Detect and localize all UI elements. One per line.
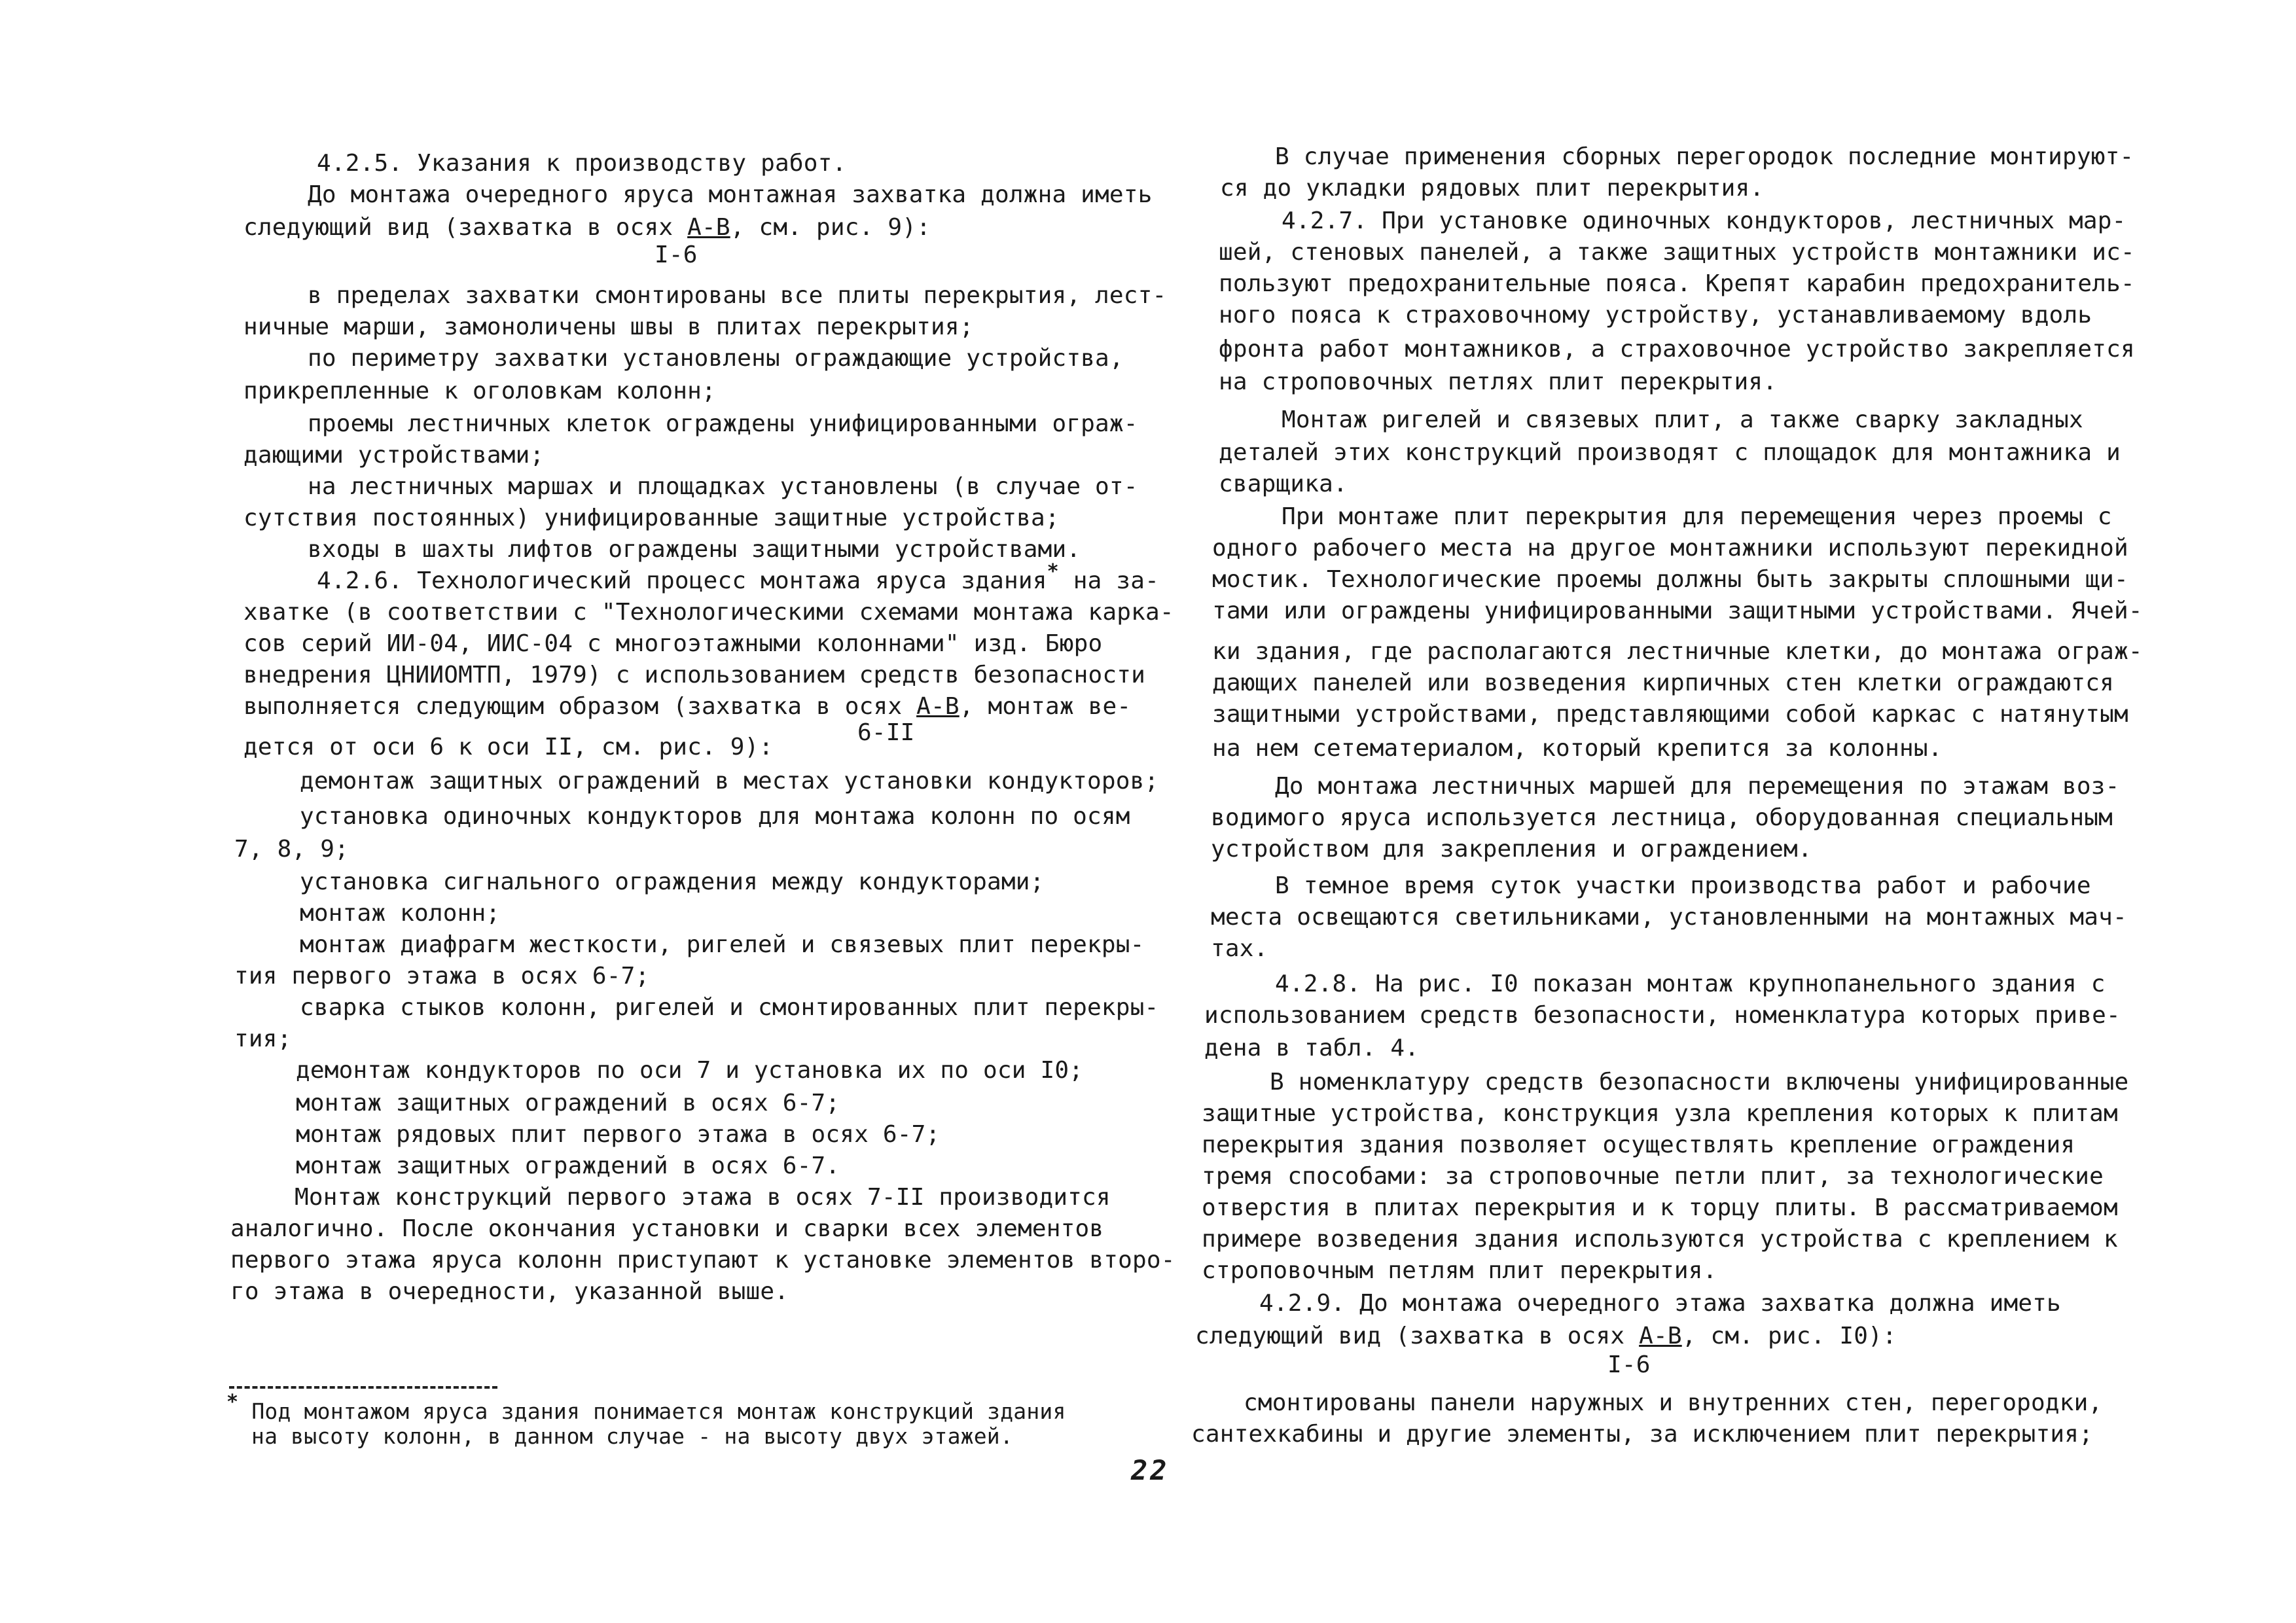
text-fragment: , см. рис. 9): — [730, 214, 931, 241]
list-item: тия; — [234, 1026, 292, 1052]
text-line: внедрения ЦНИИОМТП, 1979) с использованием средств безопасности — [243, 662, 1146, 688]
text-line: проемы лестничных клеток ограждены унифицированными ограж- — [308, 410, 1138, 437]
text-line: сварщика. — [1219, 471, 1348, 497]
list-item: 7, 8, 9; — [234, 836, 349, 863]
text-line: До монтажа лестничных маршей для перемещения по этажам воз- — [1275, 773, 2120, 800]
axis-denominator: 6-II — [857, 719, 915, 746]
list-item: монтаж диафрагм жесткости, ригелей и связевых плит перекры- — [300, 931, 1145, 958]
text-line: защитные устройства, конструкция узла крепления которых к плитам — [1202, 1100, 2118, 1127]
text-line: ки здания, где располагаются лестничные клетки, до монтажа ограж- — [1212, 638, 2143, 665]
text-line: шей, стеновых панелей, а также защитных устройств монтажники ис- — [1219, 239, 2135, 266]
text-line: дется от оси 6 к оси II, см. рис. 9): — [243, 734, 774, 760]
list-item: тия первого этажа в осях 6-7; — [234, 963, 650, 990]
section-heading-4-2-5: 4.2.5. Указания к производству работ. — [317, 150, 847, 177]
text-line: строповочным петлям плит перекрытия. — [1202, 1257, 1717, 1284]
axis-denominator: I-6 — [1607, 1351, 1651, 1378]
list-item: монтаж защитных ограждений в осях 6-7; — [296, 1090, 840, 1116]
list-item: демонтаж защитных ограждений в местах установки кондукторов; — [300, 768, 1159, 794]
text-line: деталей этих конструкций производят с площадок для монтажника и — [1219, 439, 2121, 466]
text-line: фронта работ монтажников, а страховочное устройство закрепляется — [1219, 336, 2135, 363]
axis-label: А-В — [687, 214, 730, 241]
footnote-marker: * — [226, 1391, 239, 1414]
text-line: пользуют предохранительные пояса. Крепят карабин предохранитель- — [1219, 270, 2135, 297]
text-line: До монтажа очередного яруса монтажная захватка должна иметь — [308, 181, 1153, 208]
text-line: примере возведения здания используются устройства с креплением к — [1202, 1226, 2118, 1253]
text-line: ного пояса к страховочному устройству, устанавливаемому вдоль — [1219, 302, 2092, 329]
text-line: на лестничных маршах и площадках установлены (в случае от- — [308, 473, 1138, 500]
text-fragment: , монтаж ве- — [959, 693, 1132, 720]
axis-denominator: I-6 — [655, 241, 698, 268]
text-fragment: 4.2.6. Технологический процесс монтажа яруса здания — [317, 567, 1047, 594]
text-line: первого этажа яруса колонн приступают к установке элементов второ- — [230, 1247, 1175, 1274]
text-line: входы в шахты лифтов ограждены защитными устройствами. — [308, 536, 1081, 563]
text-line: Монтаж конструкций первого этажа в осях 7-II производится — [295, 1184, 1111, 1211]
text-line: тами или ограждены унифицированными защитными устройствами. Ячей- — [1212, 597, 2143, 624]
text-line: одного рабочего места на другое монтажники используют перекидной — [1212, 535, 2128, 562]
list-item: смонтированы панели наружных и внутренних стен, перегородки, — [1244, 1389, 2103, 1416]
section-heading-4-2-8: 4.2.8. На рис. I0 показан монтаж крупнопанельного здания с — [1275, 971, 2106, 997]
text-line: мостик. Технологические проемы должны быть закрыты сплошными щи- — [1212, 566, 2128, 593]
text-fragment: выполняется следующим образом (захватка в осях — [243, 693, 917, 720]
footnote-text: Под монтажом яруса здания понимается монтаж конструкций здания — [238, 1399, 1066, 1424]
section-heading-4-2-7: 4.2.7. При установке одиночных кондукторов, лестничных мар- — [1282, 207, 2126, 234]
text-line: устройством для закрепления и ограждением. — [1211, 836, 1812, 863]
axis-label: А-В — [1639, 1323, 1682, 1349]
text-line: сов серий ИИ-04, ИИС-04 с многоэтажными колоннами" изд. Бюро — [243, 630, 1103, 657]
text-line: В случае применения сборных перегородок последние монтируют- — [1275, 143, 2134, 170]
section-heading-4-2-9: 4.2.9. До монтажа очередного этажа захватка должна иметь — [1259, 1290, 2061, 1317]
text-line: Монтаж ригелей и связевых плит, а также сварку закладных — [1282, 406, 2083, 433]
text-line: В темное время суток участки производства работ и рабочие — [1275, 872, 2091, 899]
text-line: использованием средств безопасности, номенклатура которых приве- — [1204, 1002, 2121, 1029]
text-line: тах. — [1211, 935, 1268, 962]
footnote: на высоту колонн, в данном случае - на высоту двух этажей. — [251, 1423, 1013, 1449]
text-line: дена в табл. 4. — [1204, 1035, 1420, 1061]
text-fragment: , см. рис. I0): — [1681, 1323, 1897, 1349]
text-line: ся до укладки рядовых плит перекрытия. — [1220, 175, 1765, 202]
list-item: демонтаж кондукторов по оси 7 и установка их по оси I0; — [296, 1057, 1084, 1084]
list-item: установка сигнального ограждения между кондукторами; — [300, 868, 1045, 895]
text-line: дающими устройствами; — [243, 442, 545, 469]
text-line: на нем сетематериалом, который крепится за колонны. — [1212, 735, 1943, 762]
text-fragment: следующий вид (захватка в осях — [1195, 1323, 1640, 1349]
list-item: установка одиночных кондукторов для монтажа колонн по осям — [300, 803, 1130, 830]
list-item: сварка стыков колонн, ригелей и смонтированных плит перекры- — [300, 994, 1159, 1021]
text-line: отверстия в плитах перекрытия и к торцу плиты. В рассматриваемом — [1202, 1194, 2118, 1221]
text-line: по периметру захватки установлены ограждающие устройства, — [308, 345, 1124, 372]
text-line: го этажа в очередности, указанной выше. — [230, 1278, 789, 1305]
text-fragment: следующий вид (захватка в осях — [243, 214, 688, 241]
text-line: сутствия постоянных) унифицированные защитные устройства; — [243, 505, 1060, 531]
text-line: на строповочных петлях плит перекрытия. — [1219, 368, 1778, 395]
text-line: водимого яруса используется лестница, оборудованная специальным — [1211, 804, 2113, 831]
text-line: аналогично. После окончания установки и сварки всех элементов — [230, 1215, 1104, 1242]
text-line: прикрепленные к оголовкам колонн; — [243, 378, 716, 404]
list-item: монтаж рядовых плит первого этажа в осях 6-7; — [296, 1121, 941, 1148]
text-line: В номенклатуру средств безопасности включены унифицированные — [1270, 1069, 2129, 1096]
text-fragment: на за- — [1058, 567, 1159, 594]
text-line: тремя способами: за строповочные петли плит, за технологические — [1202, 1163, 2104, 1190]
footnote-reference: * — [1047, 560, 1059, 583]
text-line: хватке (в соответствии с "Технологическими схемами монтажа карка- — [243, 599, 1174, 626]
axis-label: А-В — [916, 693, 960, 720]
text-line: в пределах захватки смонтированы все плиты перекрытия, лест- — [308, 282, 1167, 309]
text-line — [1195, 1322, 1897, 1351]
text-line: дающих панелей или возведения кирпичных стен клетки ограждаются — [1212, 669, 2115, 696]
list-item: монтаж колонн; — [300, 900, 501, 927]
list-item: монтаж защитных ограждений в осях 6-7. — [296, 1152, 840, 1179]
list-item: сантехкабины и другие элементы, за исключением плит перекрытия; — [1191, 1421, 2094, 1448]
text-line: перекрытия здания позволяет осуществлять крепление ограждения — [1202, 1132, 2075, 1158]
text-line: защитными устройствами, представляющими собой каркас с натянутым — [1212, 701, 2128, 728]
page-number: 22 — [1131, 1454, 1170, 1486]
text-line: места освещаются светильниками, установленными на монтажных мач- — [1211, 904, 2127, 931]
text-line: ничные марши, замоноличены швы в плитах перекрытия; — [243, 313, 974, 340]
text-line: При монтаже плит перекрытия для перемещения через проемы с — [1282, 503, 2112, 530]
